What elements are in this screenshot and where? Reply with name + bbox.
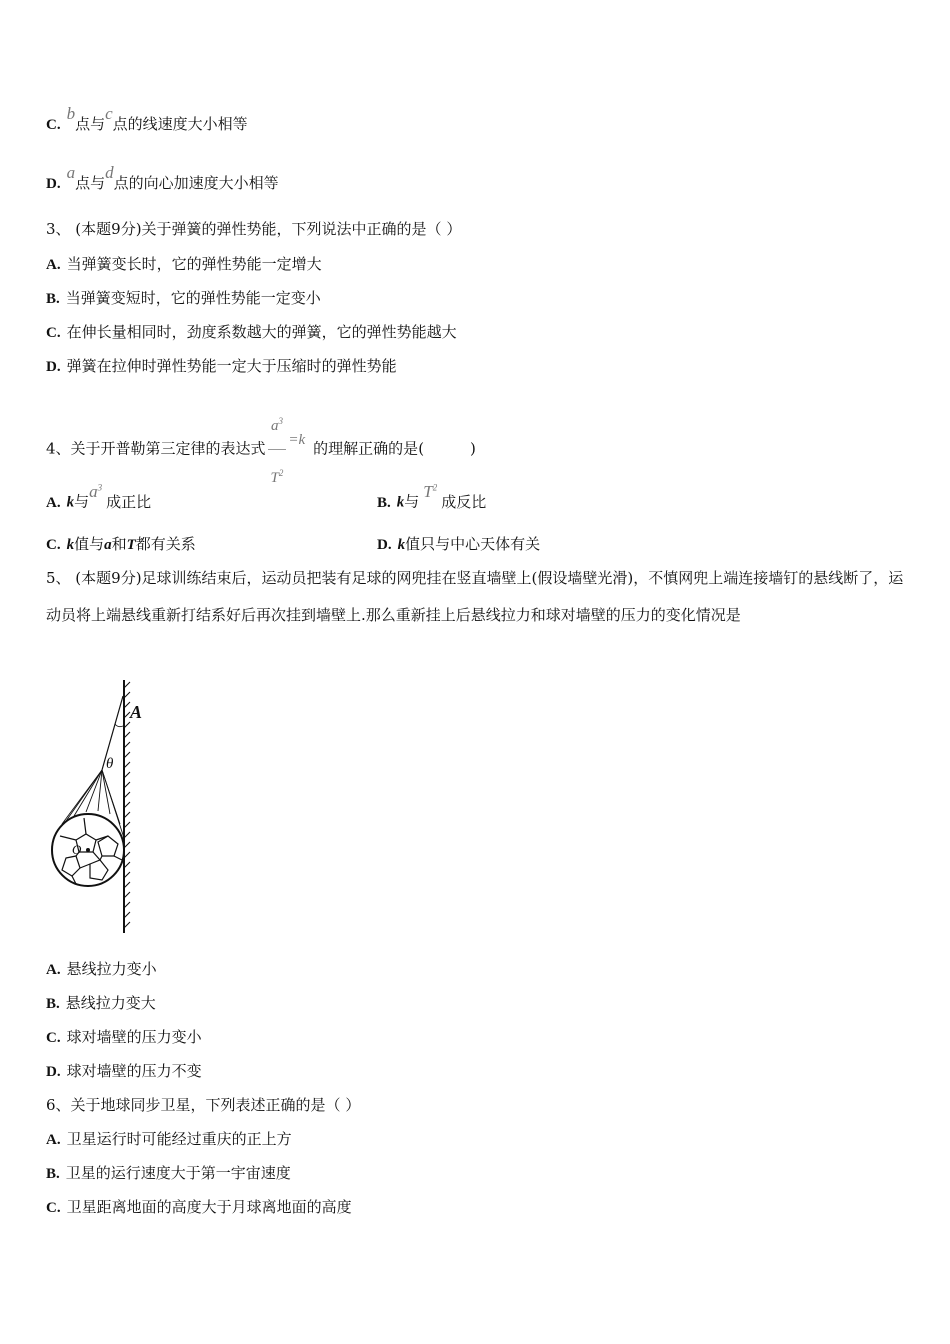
q6-stem: 6、关于地球同步卫星，下列表述正确的是（ ）: [46, 1096, 361, 1114]
q4-option-a[interactable]: [46, 481, 152, 513]
option-text: 成正比: [106, 492, 152, 511]
option-label: D.: [46, 359, 61, 375]
option-text: 悬线拉力变小: [66, 960, 157, 978]
math-var: b: [66, 104, 76, 123]
option-label: B.: [46, 291, 60, 307]
option-text: 球对墙壁的压力变小: [66, 1028, 202, 1046]
option-text: 卫星的运行速度大于第一宇宙速度: [65, 1164, 291, 1182]
option-label: D.: [377, 537, 392, 553]
q5-option-b[interactable]: [46, 993, 156, 1014]
q5-stem: 5、 (本题9分)足球训练结束后，运动员把装有足球的网兜挂在竖直墙壁上(假设墙壁光滑)，不慎网兜上端连接墙钉的悬线断了，运动员将上端悬线重新打结系好后再次挂到墙壁上.那么重新挂上后悬线拉力和球对墙壁的压力的变化情况是: [46, 569, 904, 624]
option-label: C.: [46, 537, 61, 553]
math-var: a: [66, 163, 76, 182]
label-theta: θ: [106, 756, 114, 772]
paren-close: ): [470, 439, 476, 458]
math-base: T: [423, 481, 433, 501]
option-label: C.: [46, 325, 61, 341]
option-text: 球对墙壁的压力不变: [66, 1062, 202, 1080]
option-text: 在伸长量相同时，劲度系数越大的弹簧，它的弹性势能越大: [66, 323, 457, 341]
math-var: c: [105, 104, 113, 123]
q3-option-a[interactable]: [46, 254, 322, 275]
option-text: 点与: [75, 115, 106, 133]
ball-center: [86, 848, 90, 852]
stem-text: 的理解正确的是: [313, 439, 419, 458]
option-text: 成反比: [441, 492, 487, 511]
stem-text: 4、关于开普勒第三定律的表达式: [46, 439, 266, 458]
q2-option-c[interactable]: [46, 104, 248, 135]
option-label: B.: [377, 494, 391, 511]
option-text: 与: [74, 492, 90, 511]
formula-exp: 3: [278, 416, 283, 426]
option-text: 点与: [75, 174, 106, 192]
ball-net-wall-figure: [46, 678, 146, 938]
q6-option-a[interactable]: [46, 1129, 292, 1150]
math-exp: 2: [432, 482, 438, 492]
label-a: A: [130, 702, 143, 722]
math-var: [89, 482, 102, 501]
formula-exp: 2: [278, 468, 284, 478]
option-text: 和: [111, 535, 127, 553]
option-text: 当弹簧变短时，它的弹性势能一定变小: [65, 289, 321, 307]
q4-option-d[interactable]: [377, 534, 540, 555]
formula-denominator: T: [270, 470, 279, 486]
math-var: a: [104, 537, 112, 553]
math-var: [423, 482, 437, 501]
option-text: 卫星距离地面的高度大于月球离地面的高度: [66, 1198, 352, 1216]
option-label: A.: [46, 1132, 61, 1148]
math-var: k: [396, 494, 405, 511]
math-var: k: [66, 494, 75, 511]
q3-option-d[interactable]: [46, 356, 397, 377]
option-label: B.: [46, 996, 60, 1012]
option-text: 值只与中心天体有关: [405, 535, 541, 553]
option-text: 卫星运行时可能经过重庆的正上方: [66, 1130, 292, 1148]
option-label: C.: [46, 1200, 61, 1216]
math-base: a: [89, 481, 98, 501]
option-text: 点的向心加速度大小相等: [113, 174, 279, 192]
q4-option-b[interactable]: [377, 481, 487, 513]
q4-stem: [46, 398, 476, 501]
option-text: 点的线速度大小相等: [112, 115, 248, 133]
option-label: A.: [46, 257, 61, 273]
math-var: T: [126, 537, 136, 553]
q6-option-b[interactable]: [46, 1163, 291, 1184]
paren-open: (: [418, 439, 425, 458]
q5-option-c[interactable]: [46, 1027, 202, 1048]
option-label: C.: [46, 117, 61, 133]
formula-numerator: a: [270, 418, 279, 434]
option-text: 悬线拉力变大: [65, 994, 156, 1012]
kepler-formula: [268, 398, 287, 501]
q2-option-d[interactable]: [46, 163, 279, 194]
option-label: A.: [46, 494, 61, 511]
option-label: A.: [46, 962, 61, 978]
option-label: C.: [46, 1030, 61, 1046]
math-exp: 3: [97, 482, 103, 492]
q6-option-c[interactable]: [46, 1197, 352, 1218]
q4-option-c[interactable]: [46, 534, 196, 555]
math-var: k: [397, 537, 406, 553]
q3-stem: 3、 (本题9分)关于弹簧的弹性势能，下列说法中正确的是（ ）: [46, 220, 462, 238]
option-text: 弹簧在拉伸时弹性势能一定大于压缩时的弹性势能: [66, 357, 397, 375]
theta-arc: [115, 724, 123, 727]
option-label: D.: [46, 1064, 61, 1080]
q3-option-b[interactable]: [46, 288, 321, 309]
option-label: B.: [46, 1166, 60, 1182]
math-var: d: [105, 163, 114, 182]
math-var: k: [66, 537, 75, 553]
q5-option-d[interactable]: [46, 1061, 202, 1082]
formula-rhs: =k: [288, 431, 306, 448]
q3-option-c[interactable]: [46, 322, 457, 343]
option-label: D.: [46, 176, 61, 192]
option-text: 与: [404, 492, 420, 511]
option-text: 当弹簧变长时，它的弹性势能一定增大: [66, 255, 322, 273]
option-text: 值与: [74, 535, 105, 553]
q5-option-a[interactable]: [46, 959, 157, 980]
label-o: O: [72, 842, 82, 857]
option-text: 都有关系: [135, 535, 196, 553]
